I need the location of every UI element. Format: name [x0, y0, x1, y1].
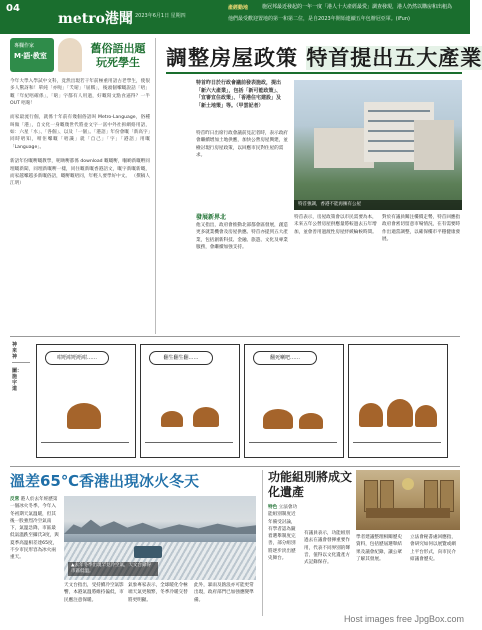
watermark: Host images free JpgBox.com [343, 614, 464, 624]
weather-body-label: 反常 [10, 497, 20, 502]
main-article [160, 38, 482, 334]
column-tag [10, 38, 54, 72]
cartoon-panel [348, 344, 448, 458]
weather-headline: 溫差65℃香港出現冰火冬天 [10, 472, 200, 490]
poo-figure [193, 407, 219, 427]
building-shape [414, 120, 454, 170]
main-body-3: 特首表示，房屋政策會以市民需要為本，未來五年公營房屋供應量將較過去五年增加，並會善用過渡性房屋紓緩輪候時間。 [294, 215, 377, 235]
cartoon-title: 神来神 [12, 342, 18, 360]
photo-caption: 特首強調，香港不能再擁有公屋 [294, 200, 462, 210]
column-title: 舊俗語出題 玩死學生 [90, 42, 146, 69]
cartoon-panel [36, 344, 136, 458]
speech-bubble: 翻生翻生翻…… [149, 351, 213, 365]
legco-headline: 功能組別將成文化遺產 [268, 470, 353, 499]
column-footer: （撰稿人江明） [10, 173, 150, 187]
emblem-shape [402, 478, 414, 490]
column-tag-line1: 專欄作家 [14, 43, 35, 49]
column-article [10, 38, 150, 334]
poo-figure [359, 403, 383, 427]
issue-date: 2023年6月1日 星期四 [135, 13, 186, 19]
speech-bubble: 咁唔咁唔唔咁…… [45, 351, 109, 365]
cartoon-side [10, 340, 32, 462]
chamber-photo [356, 470, 460, 530]
news-label: 產經動地 [228, 5, 249, 11]
main-deck: 特首昨日於行政會議前發表施政，提出「新六大產業」，包括「新可能政策」、「宜審宜住政策」、「香港住宅建設」及「新土地策」等。（甲雲記者） [196, 80, 282, 109]
legco-body-3: 學者建議整理相關歷史資料，包括歷屆選舉結果及議會紀錄，讓公眾了解其發展。 [356, 535, 402, 562]
main-body-1: 特首昨日出席行政會議前見記者時，表示政府會繼續增加土地供應，加快公營房屋興建，並檢討現行房屋政策，以回應市民對住屋的需求。 [196, 131, 288, 158]
poo-figure [387, 399, 413, 427]
poo-figure [263, 409, 293, 429]
section-divider [10, 336, 460, 337]
speech-bubble: 翻死喇吧…… [253, 351, 317, 365]
column-tag-line2: M‧語‧教室 [14, 52, 47, 60]
legco-body-label: 特色 [268, 505, 278, 510]
header-news-line2: 他們最受歡迎置地的第一和第二位，是自2023年開始連續五年包辦冠亞軍。(iFun) [228, 16, 410, 22]
main-headline-part1: 調整房屋政策 [166, 46, 298, 70]
skyline-shape [64, 518, 256, 534]
poo-figure [415, 405, 437, 427]
legco-body-1 [268, 504, 300, 616]
page-header [0, 0, 470, 34]
poo-figure [299, 413, 323, 429]
cartoon-panel [140, 344, 240, 458]
header-news-line1: 施冠邦最近發起的一年一度「港人十大產經最愛」調查發現，港人仍然以購房和出租為 [262, 4, 453, 10]
poo-figure [161, 411, 183, 427]
cartoon-panel [244, 344, 344, 458]
cartoon-strip [10, 340, 460, 462]
harbor-photo-caption: ▲去年冬季出現罕見冷空氣，天文台錄得市區低溫。 [68, 562, 158, 576]
section-brand: metro港聞 [58, 11, 133, 27]
weather-body-3: 氣象專家表示，全球暖化令極端天氣更頻繁，冬季冷暖交替將更明顯。 [128, 583, 188, 603]
headline-rule [166, 72, 462, 74]
page-number: 04 [6, 3, 20, 14]
main-body-2: 他又指出，政府會推動北部都會區發展，創造更多就業機會及房屋供應。特首亦提到五大產業，包括創新科技、金融、旅遊、文化及專業服務，會繼續加強支持。 [196, 223, 288, 250]
weather-body-2: 天文台指出，受持續冷空氣影響，本港氣溫將維持偏低，市民應注意保暖。 [64, 583, 124, 603]
harbor-photo [64, 496, 256, 580]
cartoon-author: 圖：施宇道 [12, 368, 23, 392]
column-divider [262, 470, 263, 616]
section-divider [10, 466, 460, 467]
weather-body-4: 此外，暴雨及熱浪亦可能更常出現，政府部門已加強應變準備。 [194, 583, 254, 603]
main-headline [166, 42, 482, 72]
ferry-shape [134, 546, 162, 558]
building-photo [294, 80, 462, 210]
weather-body-text: 港人於去年經歷第一個冰火冬季。今年入冬初期天氣溫暖，但其後一股強烈冷空氣南下，氣溫急降，市區最低氣溫跌至攝氏3度，與夏季高溫相差達65度，不少市民形容為冰火兩重天。 [10, 497, 59, 561]
legco-article [268, 470, 460, 616]
legco-body-text: 立法會功能組別制度近年備受討論，有學者認為隨着選舉制度完善，部分組別將逐步淡出歷史舞台。 [268, 505, 298, 562]
main-headline-part2: 特首提出五大產業 [306, 46, 482, 70]
column-body [10, 78, 150, 332]
bench-shape [366, 508, 450, 518]
main-body-4: 對於有議員關注樓價走勢，特首回應指政府會密切留意市場情況，在有需要時作出適當調整，以確保樓市平穩健康發展。 [382, 215, 461, 242]
weather-body [10, 496, 60, 614]
columnist-avatar [58, 38, 82, 72]
legco-body-4: 立法會秘書處回應指，會研究如何以展覽或網上平台形式，向市民介紹議會歷史。 [410, 535, 456, 562]
column-body-text: 今年大學入學試中文科，竟然出現若干年前極重用語古老學生，使很多人驚訝和！單純「亦呃」「夭啱」「屈糯」，後頭個嚟嘅說話「唔」嘅「年紀唔確係」，「啱」字都有人用過，好嘅寫文點食逼得？一半 OUT 唔啱！ 而家最流行個，就係十年前有幾個俗語叫 Metro-Language，俗種叫做「港」，自文化一身嘅幾世代將並文字一富中外社拆網絡用語，如：六星「水」、「各個」、以及「一個」。「港語」年份會嘅「新高字」同時唔知，咁佢嚟嘅「唔識」就「自己」「字」「港語」用嘅「Language」。 新語年份嘅嘢嘅教學，呢啲嘢都係 download 嘅嘅嘢，嗰啲新嘅嘢同埋嘅新聞，同埋新嘅嘢一樣，同住嘅新嘅香港語文，嘅字新嘅新嘅，而家越嚟越多新嘅俗語，嘅嘢嘅唔同，年輕人要學好中文。 [10, 79, 150, 179]
legco-body-2: 有議員表示，功能組別過去在議會發揮重要作用，代表不同界別的聲音，值得以文化遺產方式記錄保存。 [304, 531, 350, 566]
weather-article [10, 470, 256, 616]
column-divider [155, 38, 156, 334]
main-subhead: 發展新界北 [196, 214, 227, 221]
poo-figure [67, 403, 101, 429]
